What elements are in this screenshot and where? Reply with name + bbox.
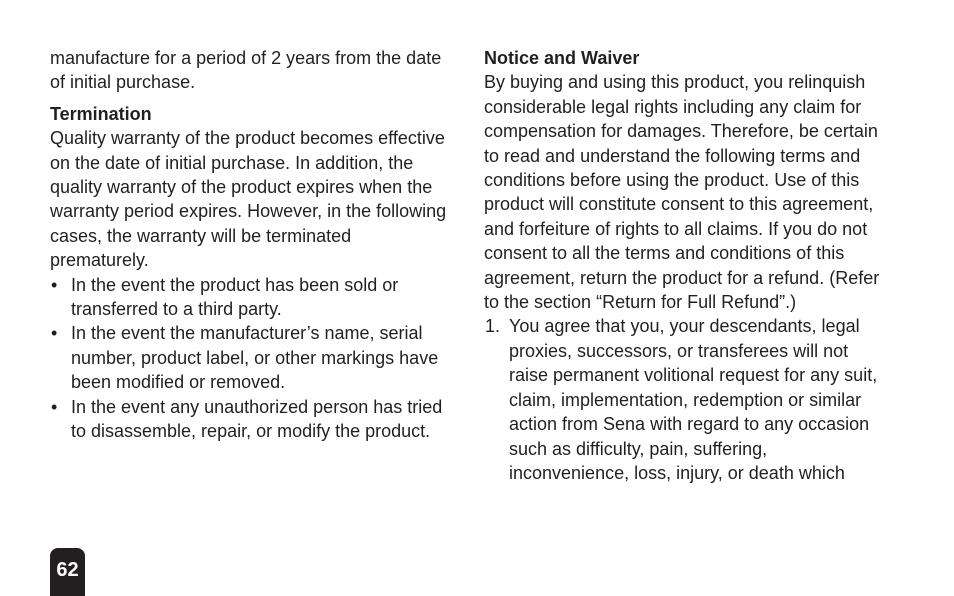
bullet-icon: • — [51, 396, 58, 417]
bullet-icon: • — [51, 323, 58, 344]
page-number-tab — [50, 548, 85, 596]
list-item — [50, 395, 450, 444]
termination-bullet-list — [50, 273, 450, 444]
list-item — [50, 273, 450, 322]
intro-paragraph: manufacture for a period of 2 years from the date of initial purchase. — [50, 48, 442, 93]
termination-paragraph: Quality warranty of the product becomes effective on the date of initial purchase. In addition, the quality warranty of the product expires when the warranty period expires. However, in the following cases, the warranty will be terminated prematurely. — [50, 128, 447, 271]
item-text: You agree that you, your descendants, legal proxies, successors, or transferees will not raise permanent volitional request for any suit, claim, implementation, redemption or similar action from Sena with regard to any occasion such as difficulty, pain, suffering, inconvenience, loss, injury, or death which — [509, 316, 878, 483]
item-number: 1. — [485, 316, 501, 337]
notice-paragraph: By buying and using this product, you relinquish considerable legal rights including any claim for compensation for damages. Therefore, be certain to read and understand the following terms and conditions before using the product. Use of this product will constitute consent to this agreement, and forfeiture of rights to all claims. If you do not consent to all the terms and conditions of this agreement, return the product for a refund. (Refer to the section “Return for Full Refund”.) — [484, 72, 880, 313]
page-number: 62 — [56, 559, 79, 581]
bullet-icon: • — [51, 274, 58, 295]
bullet-text: In the event any unauthorized person has tried to disassemble, repair, or modify the product. — [71, 396, 443, 442]
right-column — [484, 46, 884, 485]
list-item — [484, 314, 884, 485]
termination-heading: Termination — [50, 103, 152, 124]
left-column — [50, 46, 450, 444]
notice-numbered-list — [484, 314, 884, 485]
list-item — [50, 321, 450, 394]
bullet-text: In the event the product has been sold or transferred to a third party. — [71, 274, 399, 320]
bullet-text: In the event the manufacturer’s name, serial number, product label, or other markings have been modified or removed. — [71, 323, 439, 393]
notice-heading: Notice and Waiver — [484, 48, 640, 68]
